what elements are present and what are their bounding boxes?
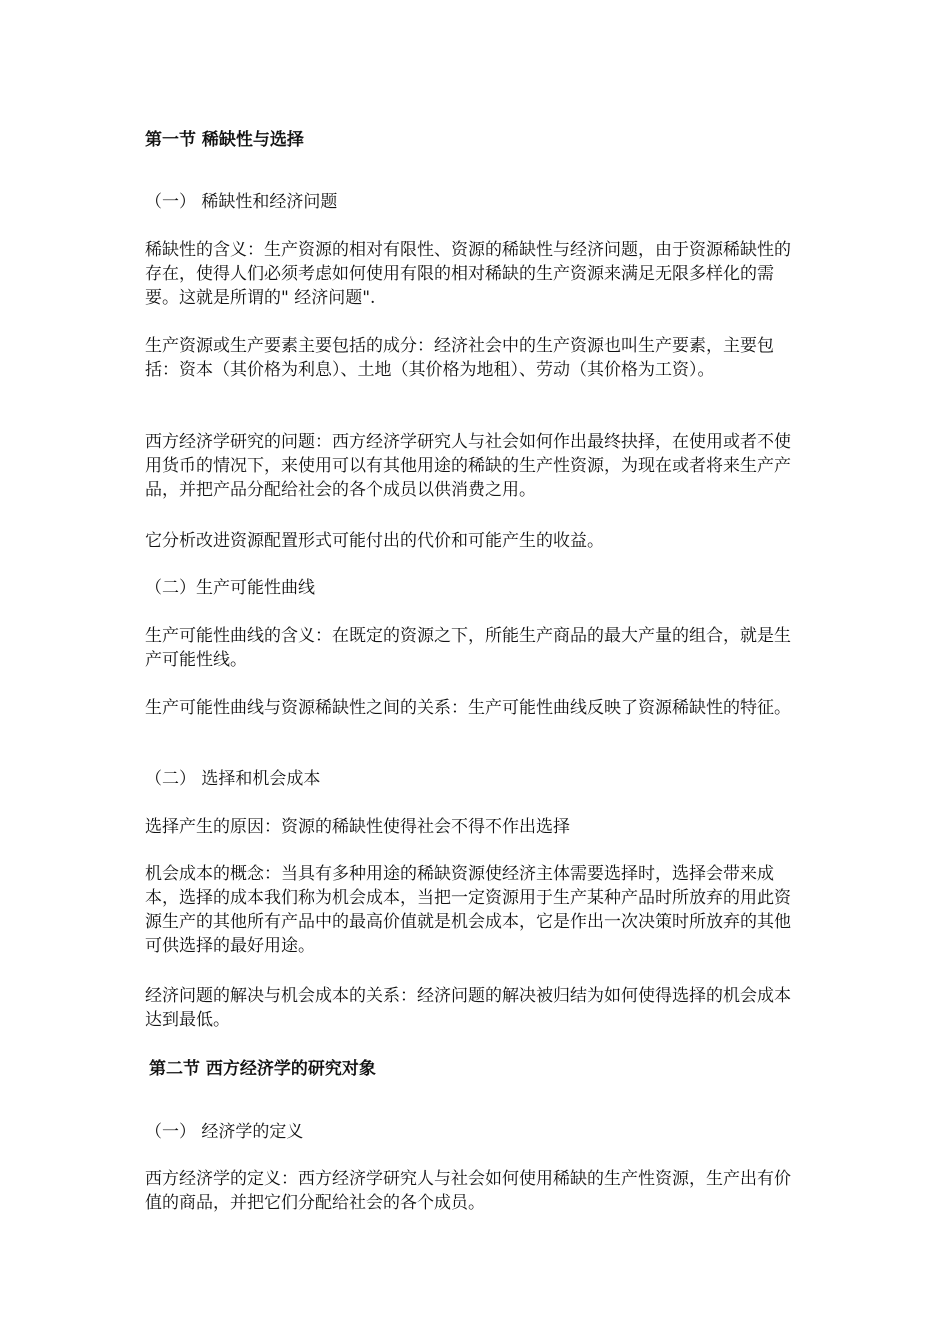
paragraph-opportunity-cost: 机会成本的概念：当具有多种用途的稀缺资源使经济主体需要选择时，选择会带来成本，选择的成本我们称为机会成本，当把一定资源用于生产某种产品时所放弃的用此资源生产的其他所有产品中的最高价值就是机会成本，它是作出一次决策时所放弃的其他可供选择的最好用途。 <box>145 864 791 956</box>
paragraph-research-question: 西方经济学研究的问题：西方经济学研究人与社会如何作出最终抉择，在使用或者不使用货币的情况下，来使用可以有其他用途的稀缺的生产性资源，为现在或者将来生产产品，并把产品分配给社会的各个成员以供消费之用。 <box>145 432 791 500</box>
section-2-subheading-1: （一） 经济学的定义 <box>145 1122 304 1142</box>
paragraph-production-factors: 生产资源或生产要素主要包括的成分：经济社会中的生产资源也叫生产要素，主要包括：资本（其价格为利息）、土地（其价格为地租）、劳动（其价格为工资）。 <box>145 336 774 380</box>
paragraph-ppc-scarcity: 生产可能性曲线与资源稀缺性之间的关系：生产可能性曲线反映了资源稀缺性的特征。 <box>145 698 791 718</box>
paragraph-cost-benefit: 它分析改进资源配置形式可能付出的代价和可能产生的收益。 <box>145 531 604 551</box>
paragraph-economic-problem: 经济问题的解决与机会成本的关系：经济问题的解决被归结为如何使得选择的机会成本达到最低。 <box>145 986 791 1030</box>
section-1-subheading-1: （一） 稀缺性和经济问题 <box>145 192 338 212</box>
paragraph-scarcity-meaning: 稀缺性的含义：生产资源的相对有限性、资源的稀缺性与经济问题，由于资源稀缺性的存在，使得人们必须考虑如何使用有限的相对稀缺的生产资源来满足无限多样化的需要。这就是所谓的" 经济问题". <box>145 240 791 308</box>
section-1-subheading-2: （二）生产可能性曲线 <box>145 578 315 598</box>
paragraph-economics-definition: 西方经济学的定义：西方经济学研究人与社会如何使用稀缺的生产性资源，生产出有价值的商品，并把它们分配给社会的各个成员。 <box>145 1169 791 1213</box>
section-1-subheading-3: （二） 选择和机会成本 <box>145 769 321 789</box>
paragraph-ppc-meaning: 生产可能性曲线的含义：在既定的资源之下，所能生产商品的最大产量的组合，就是生产可能性线。 <box>145 626 791 670</box>
section-2-title: 第二节 西方经济学的研究对象 <box>149 1059 376 1079</box>
paragraph-choice-cause: 选择产生的原因：资源的稀缺性使得社会不得不作出选择 <box>145 817 570 837</box>
section-1-title: 第一节 稀缺性与选择 <box>145 130 304 150</box>
